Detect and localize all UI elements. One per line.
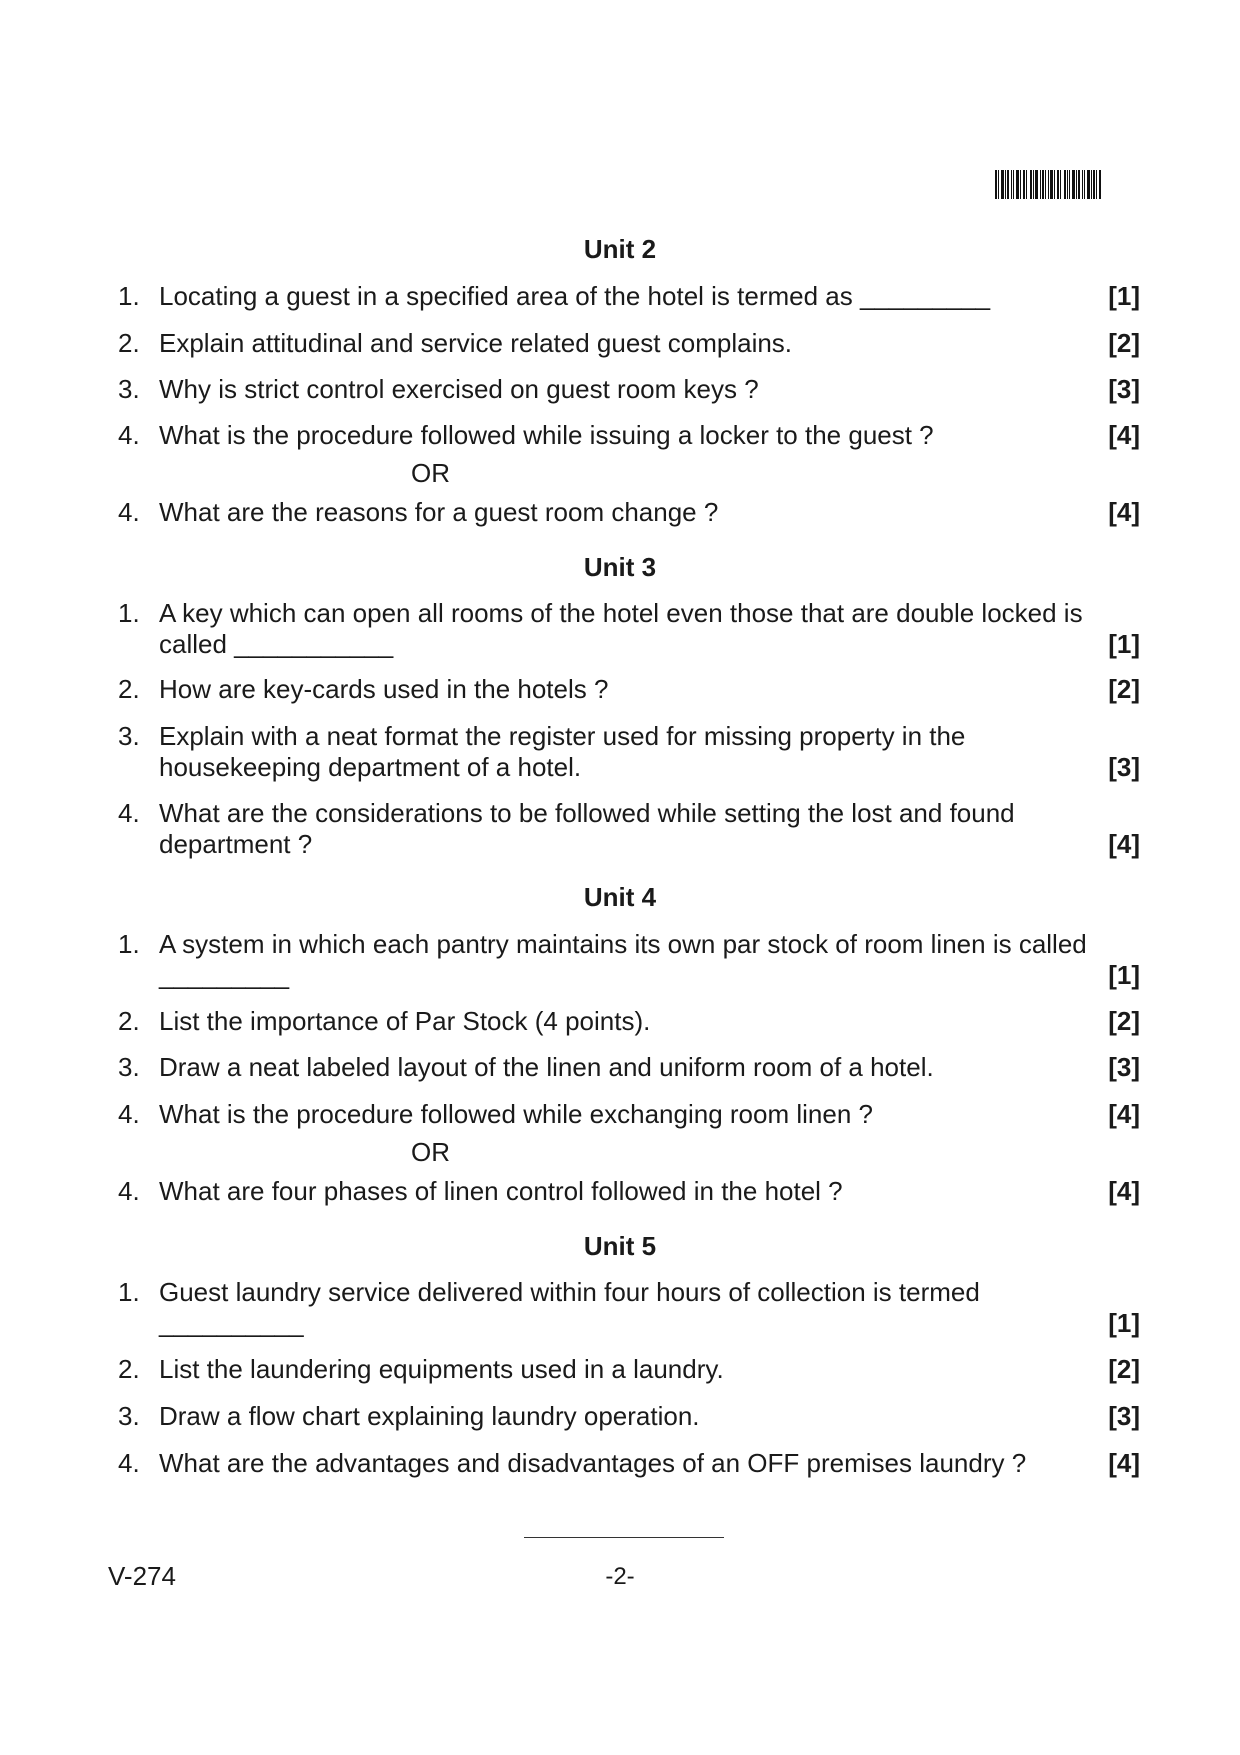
question-text: What are the reasons for a guest room change ? [159,497,719,527]
question-number: 4. [118,798,140,828]
page-number: -2- [605,1563,635,1590]
question-text: Guest laundry service delivered within four hours of collection is termed __________ [159,1277,980,1338]
question-number: 4. [118,1099,140,1129]
question-number: 4. [118,1176,140,1206]
question-marks: [1] [1108,1308,1140,1338]
question [118,1401,1140,1432]
question-number: 4. [118,420,140,450]
question-number: 1. [118,929,140,959]
question-text: Locating a guest in a specified area of the hotel is termed as _________ [159,281,991,311]
question-number: 3. [118,1052,140,1082]
question-number: 2. [118,1006,140,1036]
unit-title: Unit 3 [583,552,657,582]
or-separator: OR [411,458,450,488]
question-number: 4. [118,1448,140,1478]
question [118,497,1140,528]
question-number: 4. [118,497,140,527]
question-number: 3. [118,721,140,751]
end-rule [524,1537,724,1538]
question-text: Draw a neat labeled layout of the linen and uniform room of a hotel. [159,1052,934,1082]
question-text: A system in which each pantry maintains its own par stock of room linen is called _________ [159,929,1087,990]
unit-title: Unit 4 [583,882,657,912]
question-marks: [1] [1108,281,1140,311]
question-number: 2. [118,1354,140,1384]
question [118,1176,1140,1207]
question-text: What are the advantages and disadvantages of an OFF premises laundry ? [159,1448,1027,1478]
question [118,798,1140,860]
question [118,328,1140,359]
question-marks: [3] [1108,374,1140,404]
question-number: 1. [118,281,140,311]
question-text: Draw a flow chart explaining laundry operation. [159,1401,700,1431]
question-text: How are key-cards used in the hotels ? [159,674,609,704]
barcode [995,170,1138,199]
question-number: 2. [118,674,140,704]
question-text: List the importance of Par Stock (4 points). [159,1006,651,1036]
question-number: 2. [118,328,140,358]
question-marks: [4] [1108,1448,1140,1478]
question-text: A key which can open all rooms of the hotel even those that are double locked is called ___________ [159,598,1083,659]
question-marks: [2] [1108,328,1140,358]
question [118,1354,1140,1385]
question-marks: [4] [1108,829,1140,859]
question-text: What are four phases of linen control followed in the hotel ? [159,1176,843,1206]
question-marks: [3] [1108,1052,1140,1082]
question-marks: [4] [1108,1176,1140,1206]
question-marks: [4] [1108,420,1140,450]
question-marks: [4] [1108,1099,1140,1129]
or-separator: OR [411,1137,450,1167]
question [118,1099,1140,1130]
question [118,374,1140,405]
question [118,1006,1140,1037]
question-number: 3. [118,1401,140,1431]
question-number: 3. [118,374,140,404]
unit-title: Unit 2 [583,234,657,264]
question-number: 1. [118,598,140,628]
paper-code: V-274 [108,1561,176,1591]
question-marks: [1] [1108,629,1140,659]
question-text: What is the procedure followed while exchanging room linen ? [159,1099,873,1129]
question-text: Explain with a neat format the register used for missing property in the housekeeping department of a hotel. [159,721,966,782]
question [118,929,1140,991]
question-text: List the laundering equipments used in a laundry. [159,1354,724,1384]
question-marks: [2] [1108,674,1140,704]
question-marks: [4] [1108,497,1140,527]
question-number: 1. [118,1277,140,1307]
question [118,281,1140,312]
question-marks: [3] [1108,1401,1140,1431]
question [118,721,1140,783]
question-marks: [1] [1108,960,1140,990]
question-marks: [3] [1108,752,1140,782]
question-text: What are the considerations to be followed while setting the lost and found department ? [159,798,1015,859]
question [118,1052,1140,1083]
unit-title: Unit 5 [583,1231,657,1261]
question [118,420,1140,451]
question [118,674,1140,705]
question-text: What is the procedure followed while issuing a locker to the guest ? [159,420,934,450]
question [118,1448,1140,1479]
question-marks: [2] [1108,1354,1140,1384]
question-text: Explain attitudinal and service related guest complains. [159,328,793,358]
question [118,1277,1140,1339]
question-text: Why is strict control exercised on guest room keys ? [159,374,759,404]
question-marks: [2] [1108,1006,1140,1036]
question [118,598,1140,660]
